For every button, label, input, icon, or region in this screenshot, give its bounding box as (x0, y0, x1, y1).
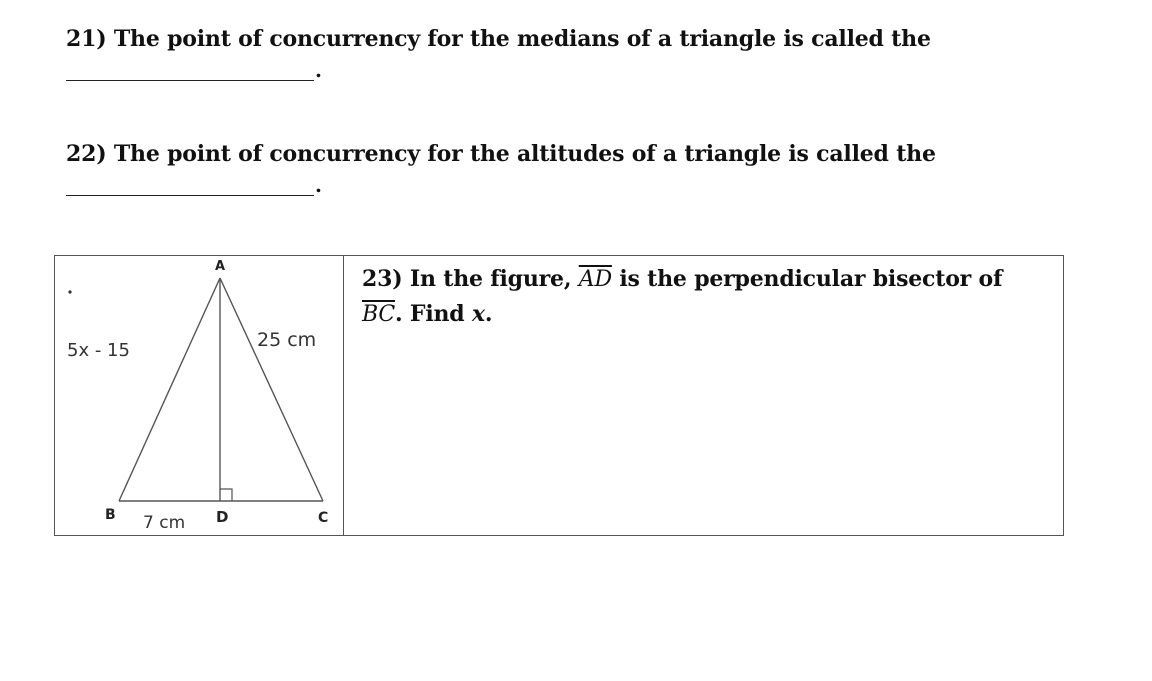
vertex-b-label: B (105, 507, 116, 523)
question-23-middle: is the perpendicular bisector of (619, 266, 1003, 292)
question-23-text (362, 262, 1052, 332)
segment-ad-notation: $\overline{AD}$ (578, 267, 612, 292)
right-angle-marker (220, 489, 232, 501)
triangle-figure (55, 256, 343, 535)
segment-bd-length-label: 7 cm (143, 513, 186, 533)
question-21-period: . (315, 58, 322, 82)
question-23-prefix: 23) In the figure, (362, 266, 572, 292)
triangle-figure-cell (55, 256, 344, 535)
segment-bc-notation: $\overline{BC}$ (362, 302, 396, 327)
question-23-end: . (484, 301, 493, 327)
question-22-answer-blank[interactable] (66, 195, 314, 196)
question-22-period: . (315, 173, 322, 197)
question-23-variable: x (471, 301, 485, 327)
question-23-text-cell (344, 256, 1063, 535)
side-ac (220, 278, 323, 501)
side-ab-length-label: 5x - 15 (67, 340, 130, 361)
question-21-text: 21) The point of concurrency for the medians of a triangle is called the (66, 26, 931, 52)
question-23-suffix: . Find (395, 301, 465, 327)
stray-dot (68, 290, 71, 293)
question-21-answer-blank[interactable] (66, 80, 314, 81)
vertex-c-label: C (318, 510, 329, 526)
side-ab (119, 278, 220, 501)
vertex-d-label: D (216, 508, 229, 526)
question-22-text: 22) The point of concurrency for the altitudes of a triangle is called the (66, 141, 936, 167)
side-ac-length-label: 25 cm (257, 329, 317, 351)
vertex-a-label: A (215, 259, 226, 274)
question-23-table (54, 255, 1064, 536)
